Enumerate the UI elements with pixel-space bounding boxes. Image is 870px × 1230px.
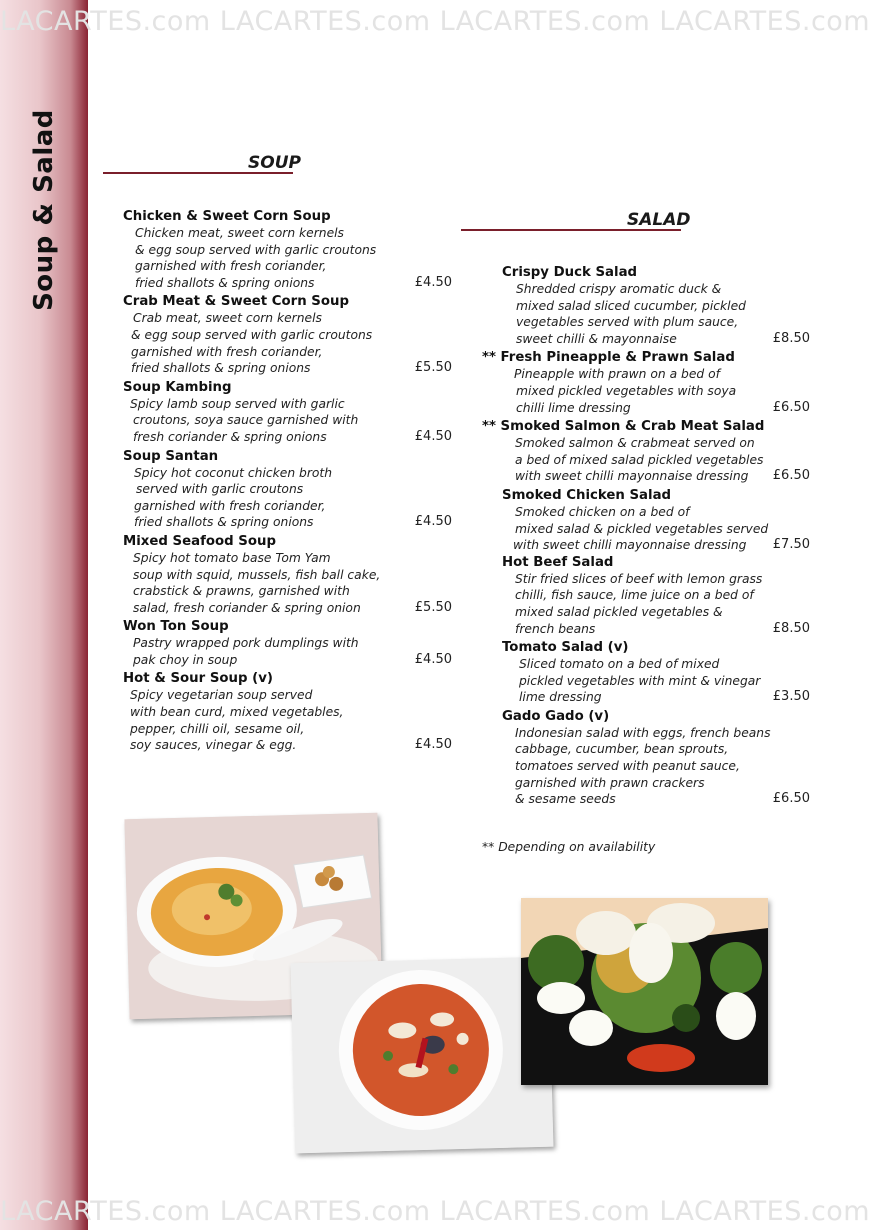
soup-item-description-line: with bean curd, mixed vegetables,	[130, 705, 344, 720]
soup-item-description-line: Crab meat, sweet corn kernels	[133, 311, 322, 326]
soup-item-description-line: fresh coriander & spring onions	[133, 429, 327, 444]
salad-menu-item	[482, 349, 810, 416]
salad-item-price: £3.50	[772, 689, 810, 705]
salad-item-description-line: mixed salad pickled vegetables &	[515, 604, 723, 619]
salad-item-name: Tomato Salad (v)	[502, 640, 629, 656]
soup-item-description-line: Spicy hot tomato base Tom Yam	[133, 550, 331, 565]
salad-item-description-line: french beans	[515, 621, 596, 636]
soup-item-description-line: garnished with fresh coriander,	[134, 498, 326, 513]
soup-item-description-line: fried shallots & spring onions	[134, 515, 314, 530]
soup-item-price: £4.50	[414, 428, 452, 444]
salad-item-description-line: mixed salad & pickled vegetables served	[515, 521, 769, 536]
page-category-title: Soup & Salad	[29, 109, 60, 311]
salad-item-price: £6.50	[772, 399, 810, 415]
soup-menu-list	[123, 208, 452, 756]
soup-menu-item	[123, 379, 452, 446]
soup-item-name: Hot & Sour Soup (v)	[123, 671, 273, 687]
salad-menu-item	[482, 264, 810, 347]
soup-item-price: £4.50	[414, 737, 452, 753]
soup-item-name: Won Ton Soup	[123, 619, 229, 635]
soup-item-price: £4.50	[414, 514, 452, 530]
soup-item-name: Crab Meat & Sweet Corn Soup	[123, 294, 349, 310]
soup-menu-item	[123, 208, 452, 291]
salad-item-description-line: & sesame seeds	[515, 792, 616, 807]
soup-item-name: Soup Santan	[123, 448, 219, 464]
salad-item-price: £6.50	[772, 468, 810, 484]
salad-item-description-line: chilli lime dressing	[516, 400, 631, 415]
soup-item-description-line: fried shallots & spring onions	[131, 361, 311, 376]
salad-item-name: ** Fresh Pineapple & Prawn Salad	[482, 350, 735, 366]
salad-item-description-line: Smoked salmon & crabmeat served on	[515, 436, 755, 451]
salad-item-description-line: sweet chilli & mayonnaise	[516, 331, 677, 346]
salad-heading: SALAD	[627, 210, 691, 230]
sidebar-band	[0, 0, 88, 1230]
soup-item-description-line: salad, fresh coriander & spring onion	[133, 600, 361, 615]
salad-item-description-line: vegetables served with plum sauce,	[516, 315, 739, 330]
salad-menu-item	[482, 708, 810, 808]
soup-menu-item	[123, 293, 452, 376]
salad-item-price: £7.50	[772, 537, 810, 553]
soup-menu-item	[123, 448, 452, 531]
soup-menu-item	[123, 670, 452, 753]
soup-item-price: £4.50	[414, 651, 452, 667]
salad-item-description-line: cabbage, cucumber, bean sprouts,	[515, 742, 729, 757]
salad-item-description-line: Pineapple with prawn on a bed of	[514, 367, 720, 382]
salad-item-price: £6.50	[772, 791, 810, 807]
salad-item-description-line: Sliced tomato on a bed of mixed	[519, 657, 720, 672]
soup-item-description-line: Pastry wrapped pork dumplings with	[133, 636, 359, 651]
salad-item-description-line: lime dressing	[519, 690, 602, 705]
salad-item-description-line: mixed salad sliced cucumber, pickled	[516, 298, 746, 313]
soup-item-price: £4.50	[414, 274, 452, 290]
salad-item-name: Smoked Chicken Salad	[502, 487, 672, 503]
soup-heading: SOUP	[248, 153, 301, 173]
soup-item-name: Chicken & Sweet Corn Soup	[123, 209, 331, 224]
soup-item-description-line: & egg soup served with garlic croutons	[131, 327, 373, 342]
salad-item-description-line: Indonesian salad with eggs, french beans	[515, 725, 771, 740]
salad-menu-list	[482, 264, 810, 810]
soup-menu-item	[123, 618, 452, 668]
soup-item-description-line: croutons, soya sauce garnished with	[133, 413, 359, 428]
availability-note: ** Depending on availability	[482, 840, 656, 854]
soup-item-name: Mixed Seafood Soup	[123, 533, 276, 549]
soup-item-description-line: crabstick & prawns, garnished with	[133, 584, 350, 599]
soup-item-description-line: pepper, chilli oil, sesame oil,	[130, 721, 305, 736]
salad-item-name: ** Smoked Salmon & Crab Meat Salad	[482, 419, 765, 435]
salad-item-description-line: garnished with prawn crackers	[515, 775, 705, 790]
soup-item-description-line: served with garlic croutons	[136, 482, 304, 497]
salad-item-name: Gado Gado (v)	[502, 708, 610, 724]
salad-menu-item	[482, 639, 810, 706]
soup-item-description-line: garnished with fresh coriander,	[131, 344, 323, 359]
soup-item-description-line: Spicy vegetarian soup served	[130, 688, 313, 703]
soup-item-description-line: fried shallots & spring onions	[135, 275, 315, 290]
salad-item-description-line: chilli, fish sauce, lime juice on a bed of	[515, 588, 754, 603]
soup-item-name: Soup Kambing	[123, 379, 232, 395]
salad-item-description-line: with sweet chilli mayonnaise dressing	[513, 538, 747, 553]
salad-item-description-line: Shredded crispy aromatic duck &	[516, 282, 722, 296]
gado-gado-salad-photo	[521, 898, 768, 1085]
soup-item-description-line: garnished with fresh coriander,	[135, 259, 327, 274]
soup-item-description-line: Chicken meat, sweet corn kernels	[135, 226, 344, 240]
salad-menu-item	[482, 487, 810, 554]
soup-item-description-line: soup with squid, mussels, fish ball cake,	[133, 567, 381, 582]
salad-item-price: £8.50	[772, 330, 810, 346]
salad-menu-item	[482, 554, 810, 637]
seafood-soup-photo	[291, 957, 554, 1154]
salad-item-description-line: Stir fried slices of beef with lemon grass	[515, 571, 763, 586]
soup-item-description-line: Spicy hot coconut chicken broth	[134, 465, 333, 480]
salad-menu-item	[482, 418, 810, 485]
salad-item-description-line: mixed pickled vegetables with soya	[516, 383, 737, 398]
watermark-bottom: LACARTES.com LACARTES.com LACARTES.com LACARTES.com	[0, 1196, 870, 1227]
page-category-title-box	[14, 110, 74, 310]
soup-menu-item	[123, 533, 452, 616]
salad-item-description-line: Smoked chicken on a bed of	[515, 504, 690, 519]
salad-item-description-line: a bed of mixed salad pickled vegetables	[515, 452, 764, 467]
salad-item-description-line: tomatoes served with peanut sauce,	[515, 759, 740, 774]
watermark-top: LACARTES.com LACARTES.com LACARTES.com LACARTES.com	[0, 6, 870, 37]
soup-item-price: £5.50	[414, 360, 452, 376]
salad-item-price: £8.50	[772, 620, 810, 636]
salad-item-description-line: with sweet chilli mayonnaise dressing	[515, 469, 749, 484]
salad-item-name: Hot Beef Salad	[502, 554, 614, 570]
soup-item-price: £5.50	[414, 599, 452, 615]
soup-item-description-line: pak choy in soup	[133, 652, 238, 667]
salad-item-description-line: pickled vegetables with mint & vinegar	[519, 673, 761, 688]
soup-item-description-line: & egg soup served with garlic croutons	[135, 242, 377, 257]
soup-item-description-line: Spicy lamb soup served with garlic	[130, 396, 345, 411]
salad-item-name: Crispy Duck Salad	[502, 265, 638, 280]
soup-item-description-line: soy sauces, vinegar & egg.	[130, 738, 297, 753]
